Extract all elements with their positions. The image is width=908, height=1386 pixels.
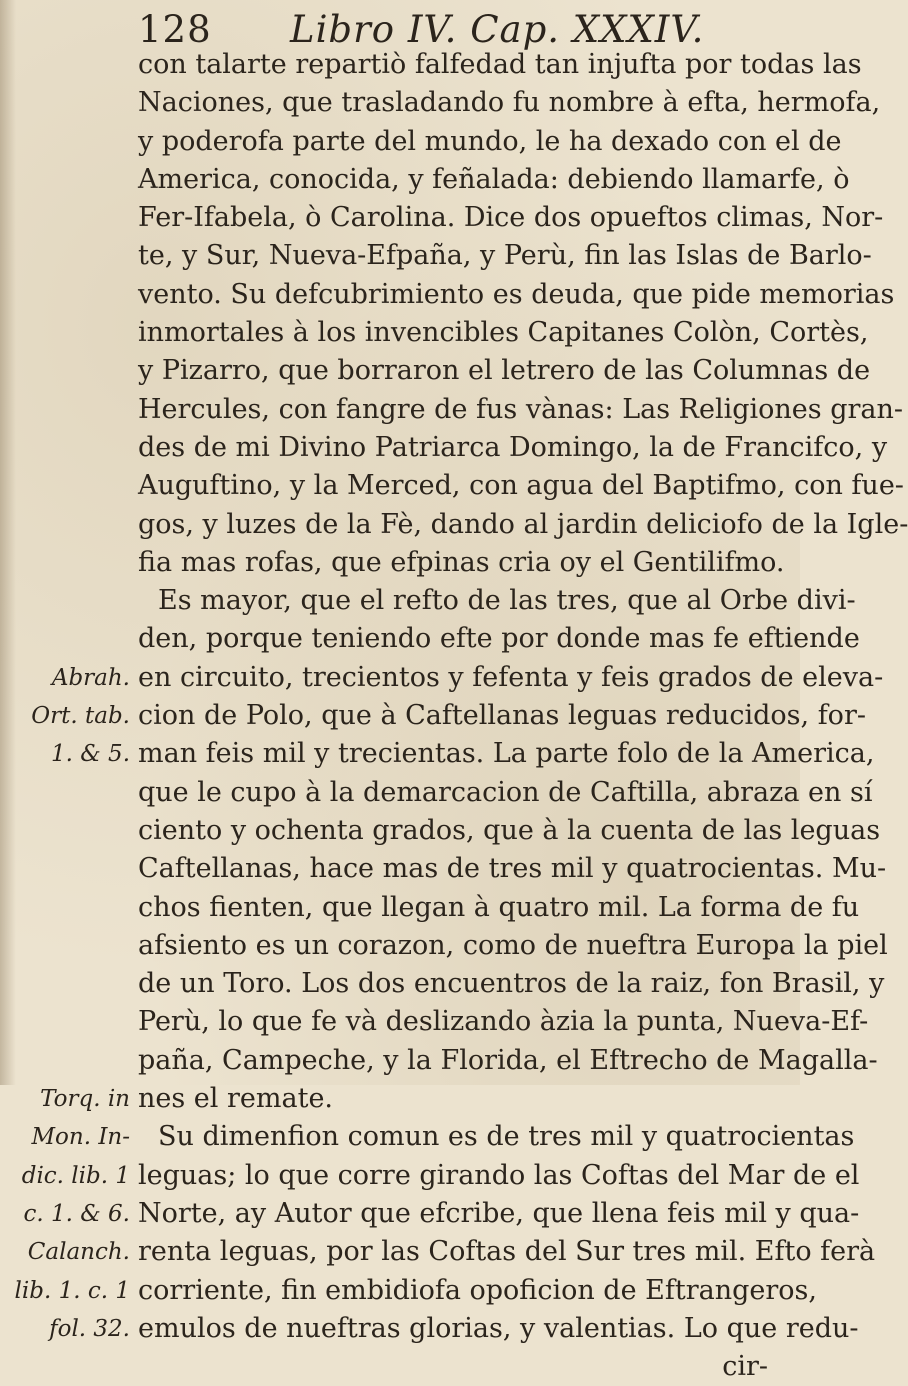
page-number: 128: [138, 8, 212, 51]
text-line: y poderofa parte del mundo, le ha dexado con el de: [138, 125, 842, 157]
text-line: que le cupo à la demarcacion de Caftilla, abraza en sí: [138, 776, 873, 808]
text-line: Hercules, con fangre de fus vànas: Las Religiones gran-: [138, 393, 904, 425]
text-line: en circuito, trecientos y fefenta y feis grados de eleva-: [138, 661, 884, 693]
margin-note: Abrah.: [51, 664, 130, 691]
margin-note: fol. 32.: [49, 1315, 130, 1342]
text-line: Perù, lo que fe và deslizando àzia la punta, Nueva-Ef-: [138, 1006, 869, 1038]
text-line: y Pizarro, que borraron el letrero de las Columnas de: [138, 355, 871, 387]
text-line: cir-: [722, 1351, 768, 1383]
text-line: Es mayor, que el refto de las tres, que al Orbe divi-: [158, 585, 856, 617]
text-line: Caftellanas, hace mas de tres mil y quatrocientas. Mu-: [138, 853, 887, 885]
text-line: inmortales à los invencibles Capitanes Colòn, Cortès,: [138, 317, 869, 349]
text-line: cion de Polo, que à Caftellanas leguas reducidos, for-: [138, 700, 866, 732]
margin-note: 1. & 5.: [51, 741, 130, 768]
text-line: paña, Campeche, y la Florida, el Eftrecho de Magalla-: [138, 1044, 878, 1076]
text-line: emulos de nueftras glorias, y valentias. Lo que redu-: [138, 1312, 859, 1344]
text-line: renta leguas, por las Coftas del Sur tres mil. Efto ferà: [138, 1236, 876, 1268]
text-line: Auguftino, y la Merced, con agua del Baptifmo, con fue-: [138, 470, 904, 502]
page-header: [138, 8, 760, 51]
text-line: des de mi Divino Patriarca Domingo, la de Francifco, y: [138, 431, 888, 463]
text-line: con talarte repartiò falfedad tan injufta por todas las: [138, 49, 862, 80]
margin-note: dic. lib. 1: [21, 1162, 130, 1189]
text-line: man feis mil y trecientas. La parte folo de la America,: [138, 738, 875, 770]
margin-note: Ort. tab.: [31, 703, 130, 730]
text-line: Su dimenfion comun es de tres mil y quatrocientas: [158, 1121, 855, 1153]
main-text-column: [138, 46, 908, 1386]
text-line: chos fienten, que llegan à quatro mil. La forma de fu: [138, 891, 860, 923]
text-line: de un Toro. Los dos encuentros de la raiz, fon Brasil, y: [138, 968, 885, 1000]
text-line: Norte, ay Autor que efcribe, que llena feis mil y qua-: [138, 1197, 860, 1229]
margin-note: c. 1. & 6.: [23, 1201, 130, 1227]
text-line: te, y Sur, Nueva-Efpaña, y Perù, fin las Islas de Barlo-: [138, 240, 872, 272]
text-line: nes el remate.: [138, 1083, 333, 1115]
running-title: Libro IV. Cap. XXXIV.: [290, 8, 705, 51]
margin-note: lib. 1. c. 1: [14, 1277, 130, 1304]
text-line: Fer-Ifabela, ò Carolina. Dice dos opueftos climas, Nor-: [138, 202, 884, 234]
gutter-shadow: [0, 0, 16, 1085]
text-line: fia mas rofas, que efpinas cria oy el Gentilifmo.: [138, 546, 785, 578]
text-line: ciento y ochenta grados, que à la cuenta de las leguas: [138, 814, 881, 846]
margin-note: Torq. in: [40, 1086, 130, 1113]
margin-note: Mon. In-: [31, 1124, 130, 1151]
text-line: afsiento es un corazon, como de nueftra Europa la piel: [138, 929, 888, 961]
text-line: America, conocida, y feñalada: debiendo llamarfe, ò: [138, 163, 850, 195]
margin-note: Calanch.: [27, 1239, 130, 1266]
text-line: corriente, fin embidiofa opoficion de Eftrangeros,: [138, 1274, 817, 1306]
text-line: vento. Su defcubrimiento es deuda, que pide memorias: [138, 278, 895, 310]
text-line: den, porque teniendo efte por donde mas fe eftiende: [138, 623, 860, 655]
text-line: leguas; lo que corre girando las Coftas del Mar de el: [138, 1159, 860, 1191]
text-line: Naciones, que trasladando fu nombre à efta, hermofa,: [138, 87, 881, 119]
text-line: gos, y luzes de la Fè, dando al jardin deliciofo de la Igle-: [138, 508, 908, 540]
